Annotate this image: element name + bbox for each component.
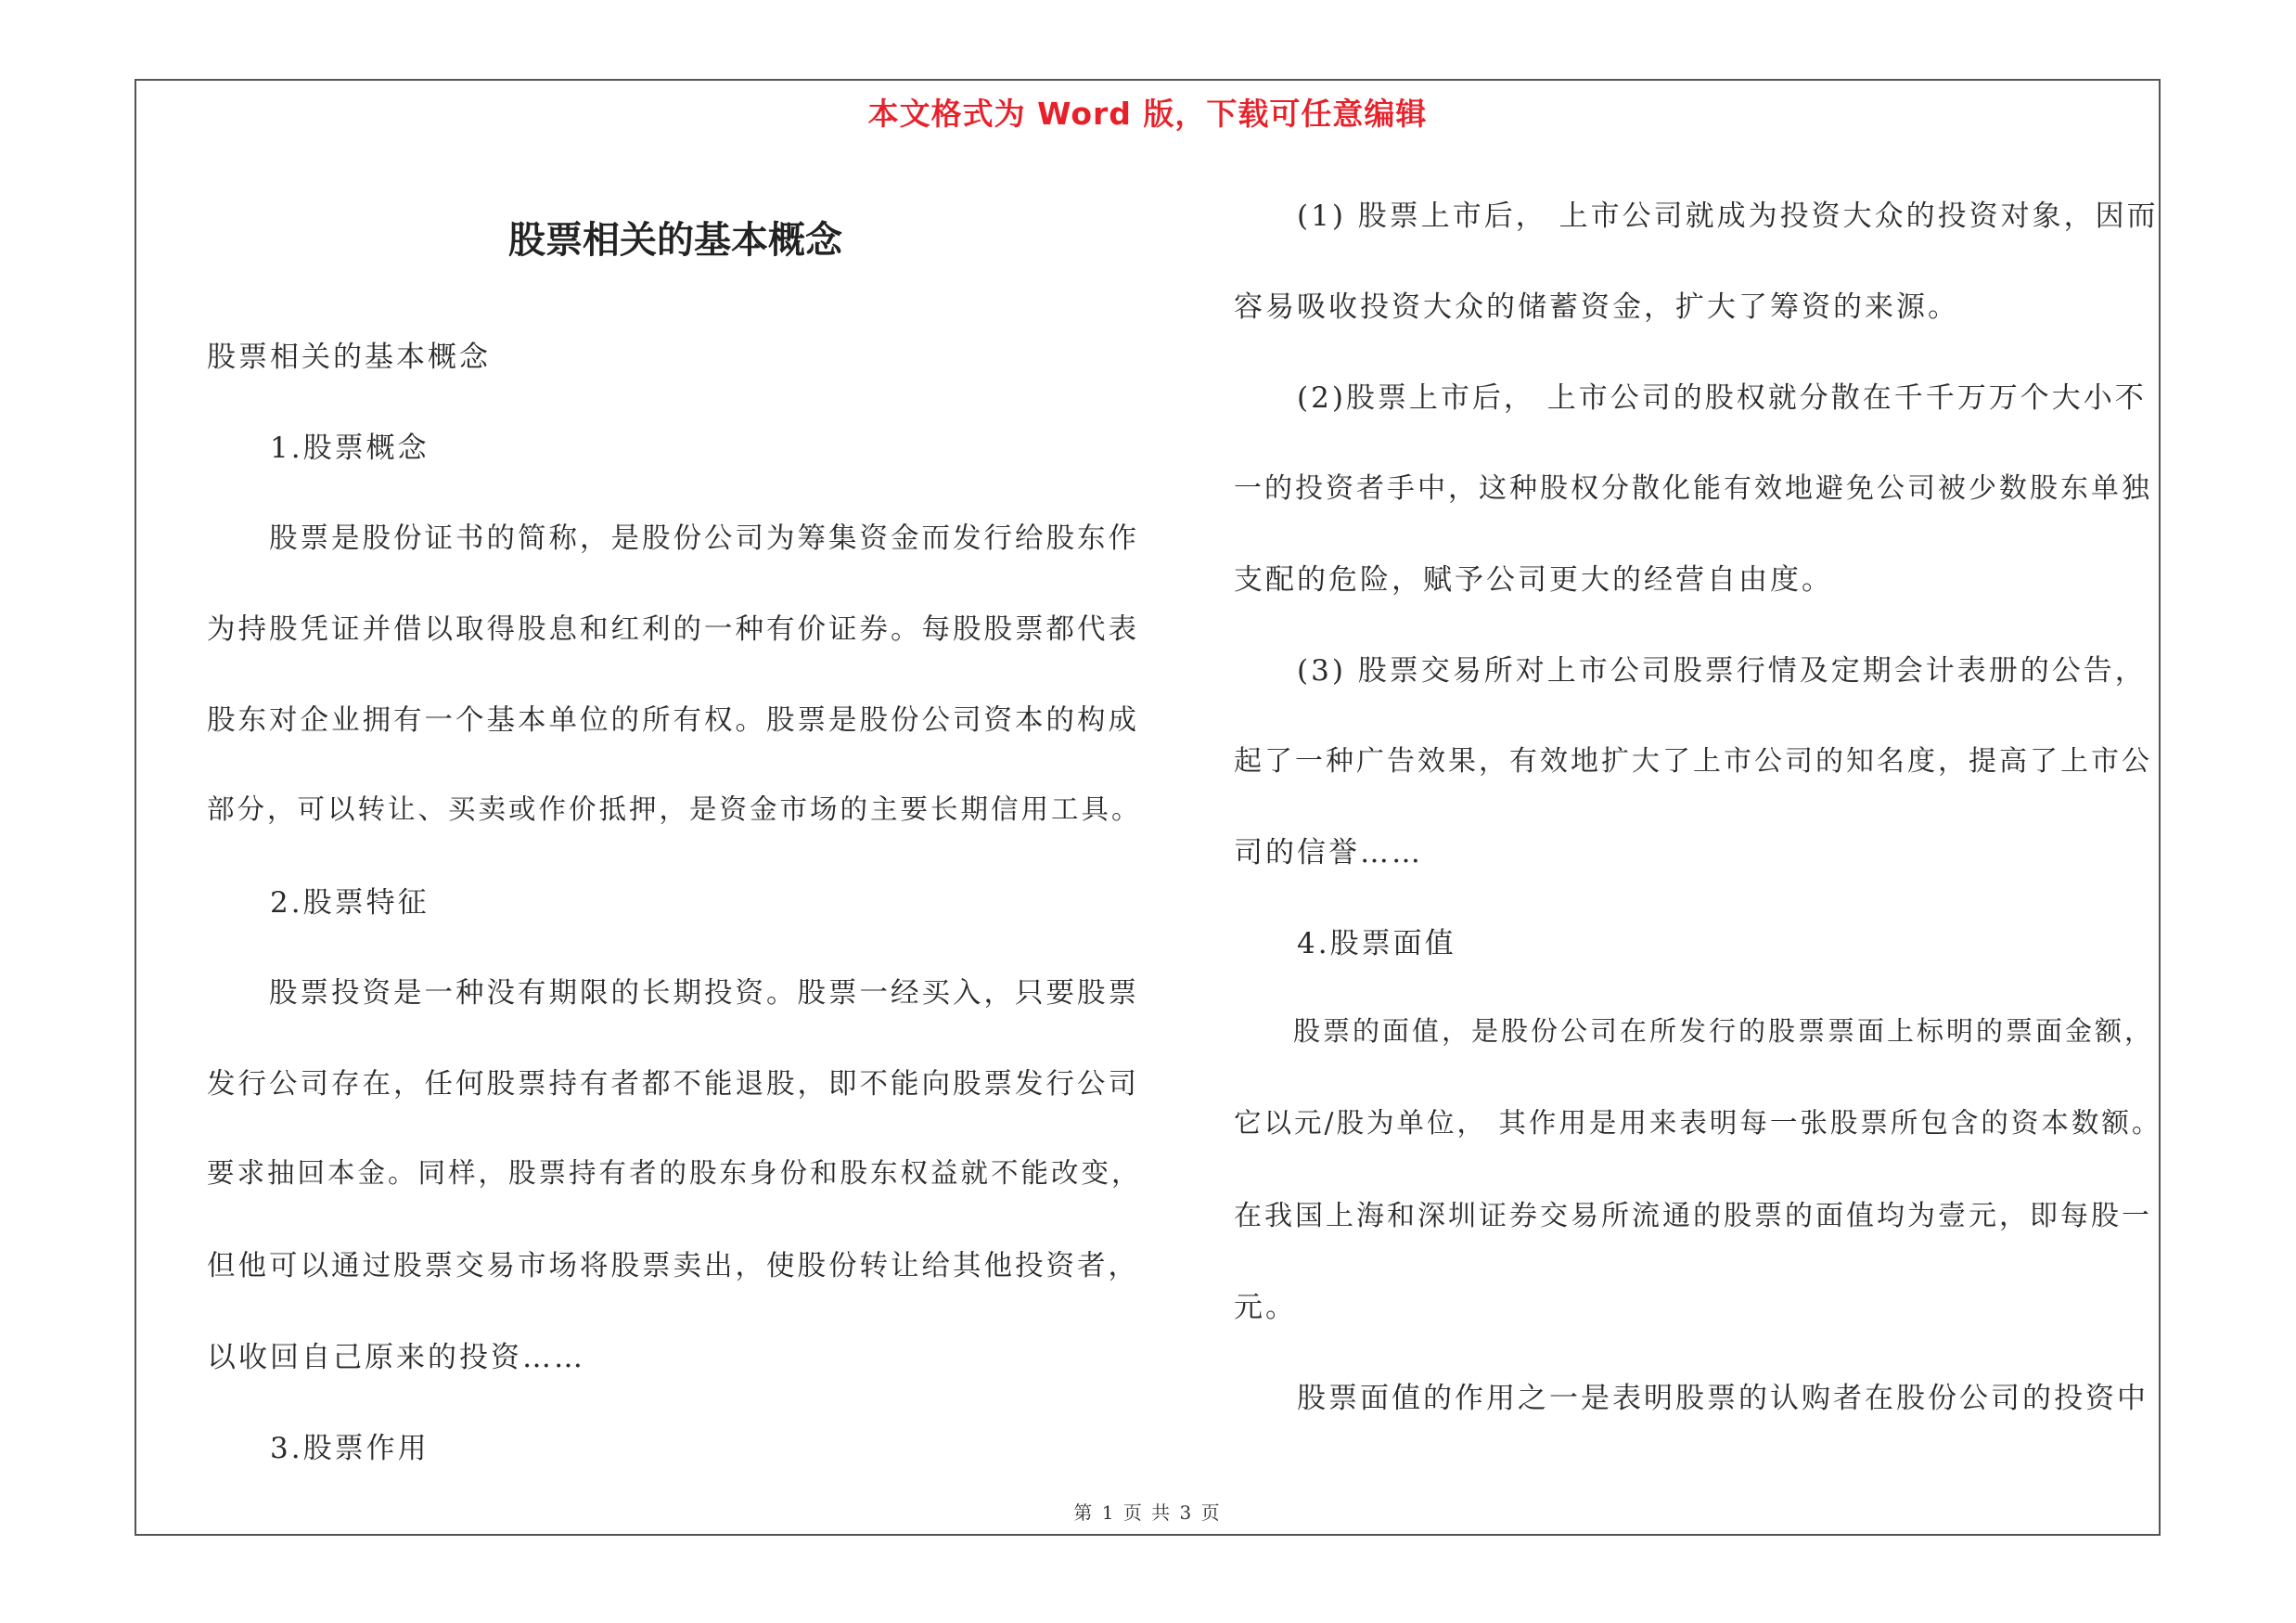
paragraph-line: 股票相关的基本概念 <box>207 341 491 374</box>
paragraph-line: 支配的危险，赋予公司更大的经营自由度。 <box>1234 563 1833 597</box>
section-heading: 2.股票特征 <box>207 886 430 920</box>
paragraph-line: 但他可以通过股票交易市场将股票卖出，使股份转让给其他投资者， <box>207 1250 1139 1282</box>
paragraph-line: 要求抽回本金。同样，股票持有者的股东身份和股东权益就不能改变， <box>207 1157 1142 1189</box>
paragraph-line: (1) 股票上市后， 上市公司就成为投资大众的投资对象，因而 <box>1234 200 2159 233</box>
paragraph-line: 起了一种广告效果，有效地扩大了上市公司的知名度，提高了上市公 <box>1234 745 2152 778</box>
paragraph-line: 为持股凭证并借以取得股息和红利的一种有价证券。每股股票都代表 <box>207 613 1139 646</box>
page-number-footer: 第 1 页 共 3 页 <box>1073 1501 1222 1524</box>
document-title: 股票相关的基本概念 <box>508 219 842 262</box>
paragraph-line: 股票的面值，是股份公司在所发行的股票票面上标明的票面金额， <box>1234 1015 2155 1047</box>
paragraph-line: (2)股票上市后， 上市公司的股权就分散在千千万万个大小不 <box>1234 381 2147 415</box>
paragraph-line: 股票面值的作用之一是表明股票的认购者在股份公司的投资中 <box>1234 1382 2148 1415</box>
paragraph-line: (3) 股票交易所对上市公司股票行情及定期会计表册的公告， <box>1234 654 2147 688</box>
section-heading: 3.股票作用 <box>207 1432 430 1465</box>
paragraph-line: 容易吸收投资大众的储蓄资金，扩大了筹资的来源。 <box>1234 290 1959 324</box>
editable-notice-banner: 本文格式为 Word 版，下载可任意编辑 <box>867 96 1428 132</box>
paragraph-line: 股票投资是一种没有期限的长期投资。股票一经买入，只要股票 <box>207 977 1139 1010</box>
paragraph-line: 股东对企业拥有一个基本单位的所有权。股票是股份公司资本的构成 <box>207 704 1139 737</box>
section-heading: 1.股票概念 <box>207 432 430 465</box>
section-heading: 4.股票面值 <box>1234 927 1456 960</box>
paragraph-line: 以收回自己原来的投资…… <box>207 1341 585 1374</box>
paragraph-line: 发行公司存在，任何股票持有者都不能退股，即不能向股票发行公司 <box>207 1068 1139 1101</box>
paragraph-line: 一的投资者手中，这种股权分散化能有效地避免公司被少数股东单独 <box>1234 472 2152 505</box>
paragraph-line: 它以元/股为单位， 其作用是用来表明每一张股票所包含的资本数额。 <box>1234 1107 2162 1139</box>
paragraph-line: 在我国上海和深圳证券交易所流通的股票的面值均为壹元，即每股一 <box>1234 1200 2152 1232</box>
paragraph-line: 元。 <box>1234 1291 1297 1324</box>
paragraph-line: 司的信誉…… <box>1234 836 1423 869</box>
paragraph-line: 部分，可以转让、买卖或作价抵押，是资金市场的主要长期信用工具。 <box>207 793 1142 825</box>
page-frame <box>135 79 2161 1536</box>
paragraph-line: 股票是股份证书的简称，是股份公司为筹集资金而发行给股东作 <box>207 522 1139 555</box>
